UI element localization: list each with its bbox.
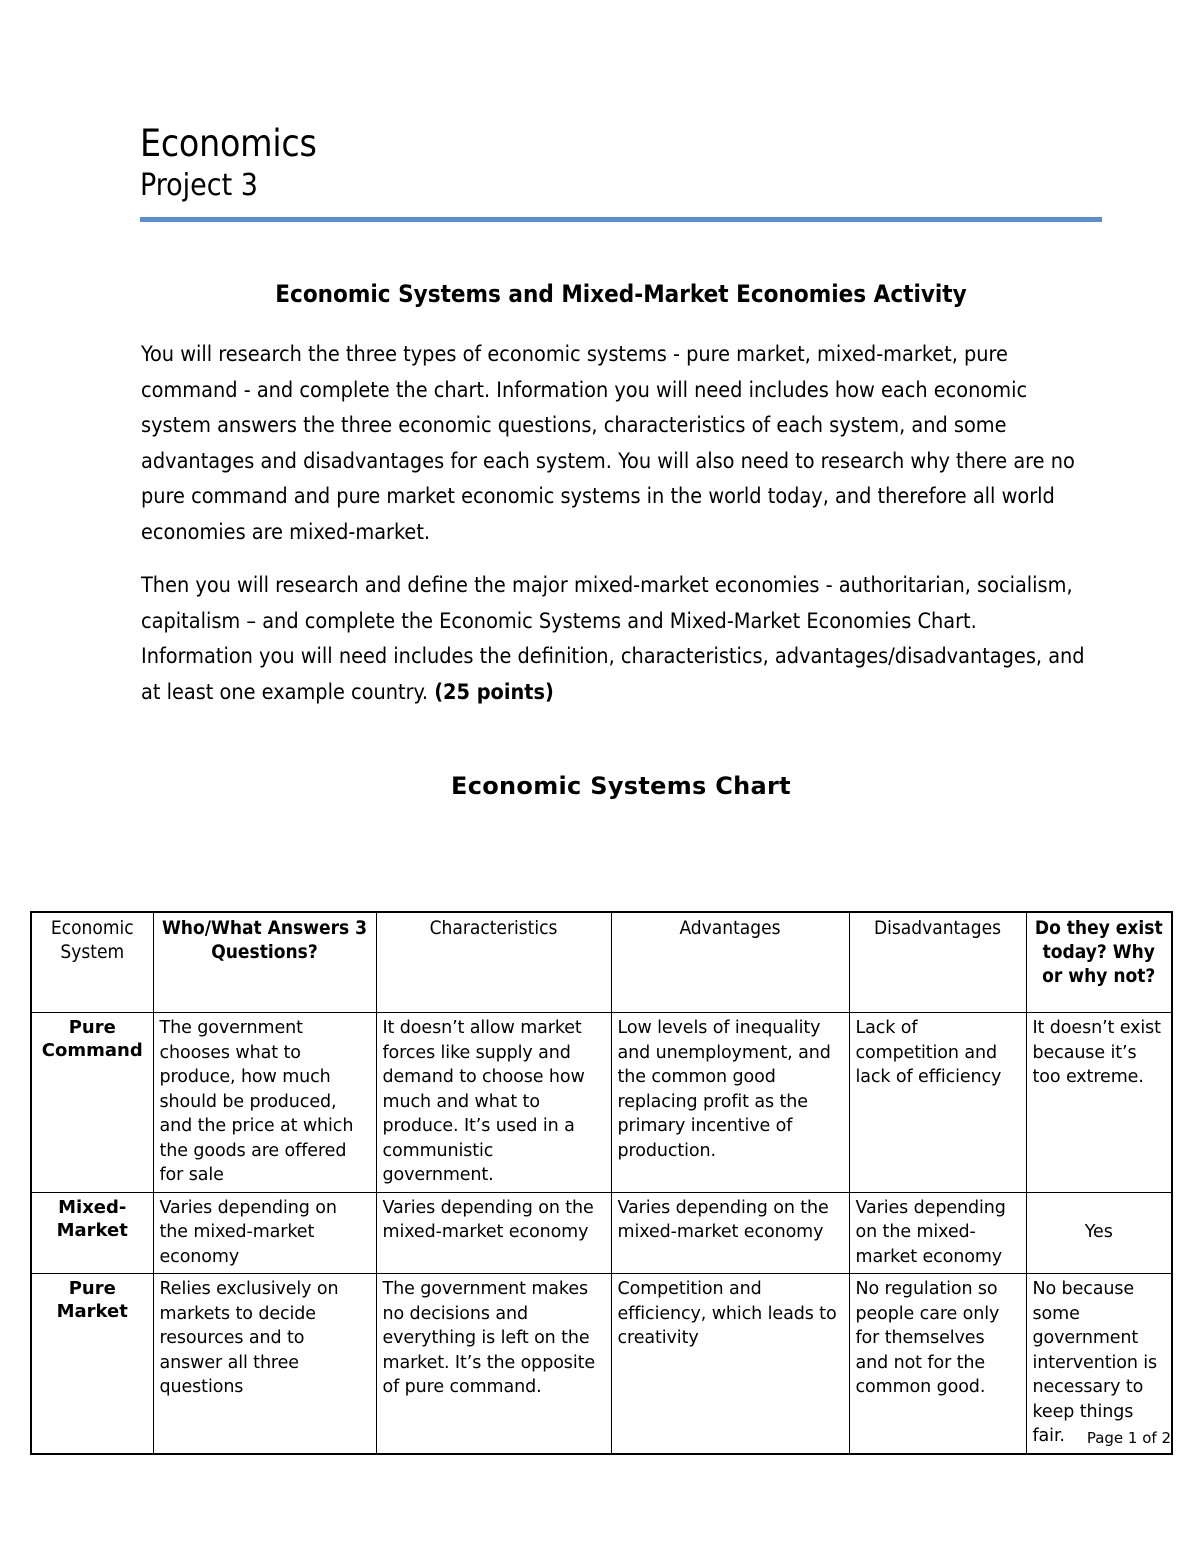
cell-pure-command-disadvantages: Lack of competition and lack of efficiency (849, 1013, 1026, 1193)
cell-pure-market-disadvantages: No regulation so people care only for themselves and not for the common good. (849, 1274, 1026, 1454)
cell-mixed-market-disadvantages: Varies depending on the mixed-market economy (849, 1192, 1026, 1274)
cell-mixed-market-exists-today: Yes (1026, 1192, 1172, 1274)
cell-pure-market-answers: Relies exclusively on markets to decide resources and to answer all three questions (153, 1274, 376, 1454)
activity-heading: Economic Systems and Mixed-Market Economies Activity (275, 280, 967, 308)
cell-mixed-market-advantages: Varies depending on the mixed-market economy (611, 1192, 849, 1274)
cell-mixed-market-characteristics: Varies depending on the mixed-market economy (376, 1192, 611, 1274)
cell-pure-command-advantages: Low levels of inequality and unemployment, and the common good replacing profit as the primary incentive of production. (611, 1013, 849, 1193)
table-row (31, 1013, 1172, 1193)
activity-body (141, 337, 1089, 710)
row-label-pure-market: Pure Market (31, 1274, 153, 1454)
document-title: Economics (140, 122, 317, 165)
column-header-economic-system: Economic System (31, 912, 153, 1013)
column-header-disadvantages: Disadvantages (849, 912, 1026, 1013)
row-label-mixed-market: Mixed-Market (31, 1192, 153, 1274)
activity-paragraph-2 (141, 568, 1089, 710)
cell-pure-command-answers: The government chooses what to produce, how much should be produced, and the price at which the goods are offered for sale (153, 1013, 376, 1193)
cell-pure-market-advantages: Competition and efficiency, which leads to creativity (611, 1274, 849, 1454)
economic-systems-table-wrapper (30, 911, 1171, 1455)
row-label-pure-command: Pure Command (31, 1013, 153, 1193)
cell-pure-command-characteristics: It doesn’t allow market forces like supply and demand to choose how much and what to produce. It’s used in a communistic government. (376, 1013, 611, 1193)
header-divider-rule (140, 217, 1102, 222)
cell-pure-market-characteristics: The government makes no decisions and everything is left on the market. It’s the opposite of pure command. (376, 1274, 611, 1454)
table-header (31, 912, 1172, 1013)
column-header-exists-today: Do they exist today? Why or why not? (1026, 912, 1172, 1013)
activity-paragraph-1: You will research the three types of economic systems - pure market, mixed-market, pure command - and complete the chart. Information you will need includes how each economic system answers the three economic questions, characteristics of each system, and some advantages and disadvantages for each system. You will also need to research why there are no pure command and pure market economic systems in the world today, and therefore all world economies are mixed-market. (141, 342, 1075, 545)
cell-mixed-market-answers: Varies depending on the mixed-market economy (153, 1192, 376, 1274)
table-body (31, 1013, 1172, 1454)
document-subtitle: Project 3 (140, 168, 258, 203)
table-header-row (31, 912, 1172, 1013)
cell-pure-command-exists-today: It doesn’t exist because it’s too extreme. (1026, 1013, 1172, 1193)
page-footer: Page 1 of 2 (1086, 1429, 1171, 1447)
cell-pure-market-exists-today: No because some government intervention is necessary to keep things fair. (1026, 1274, 1172, 1454)
document-header (140, 122, 1102, 222)
table-row (31, 1192, 1172, 1274)
column-header-answers-questions: Who/What Answers 3 Questions? (153, 912, 376, 1013)
chart-heading: Economic Systems Chart (451, 772, 791, 800)
activity-paragraph-2-text: Then you will research and define the major mixed-market economies - authoritarian, socialism, capitalism – and complete the Economic Systems and Mixed-Market Economies Chart. Information you will need includes the definition, characteristics, advantages/disadvantages, and at least one example country. (141, 573, 1085, 705)
activity-points-label: (25 points) (434, 679, 554, 705)
table-row (31, 1274, 1172, 1454)
economic-systems-table (30, 911, 1173, 1455)
column-header-advantages: Advantages (611, 912, 849, 1013)
column-header-characteristics: Characteristics (376, 912, 611, 1013)
